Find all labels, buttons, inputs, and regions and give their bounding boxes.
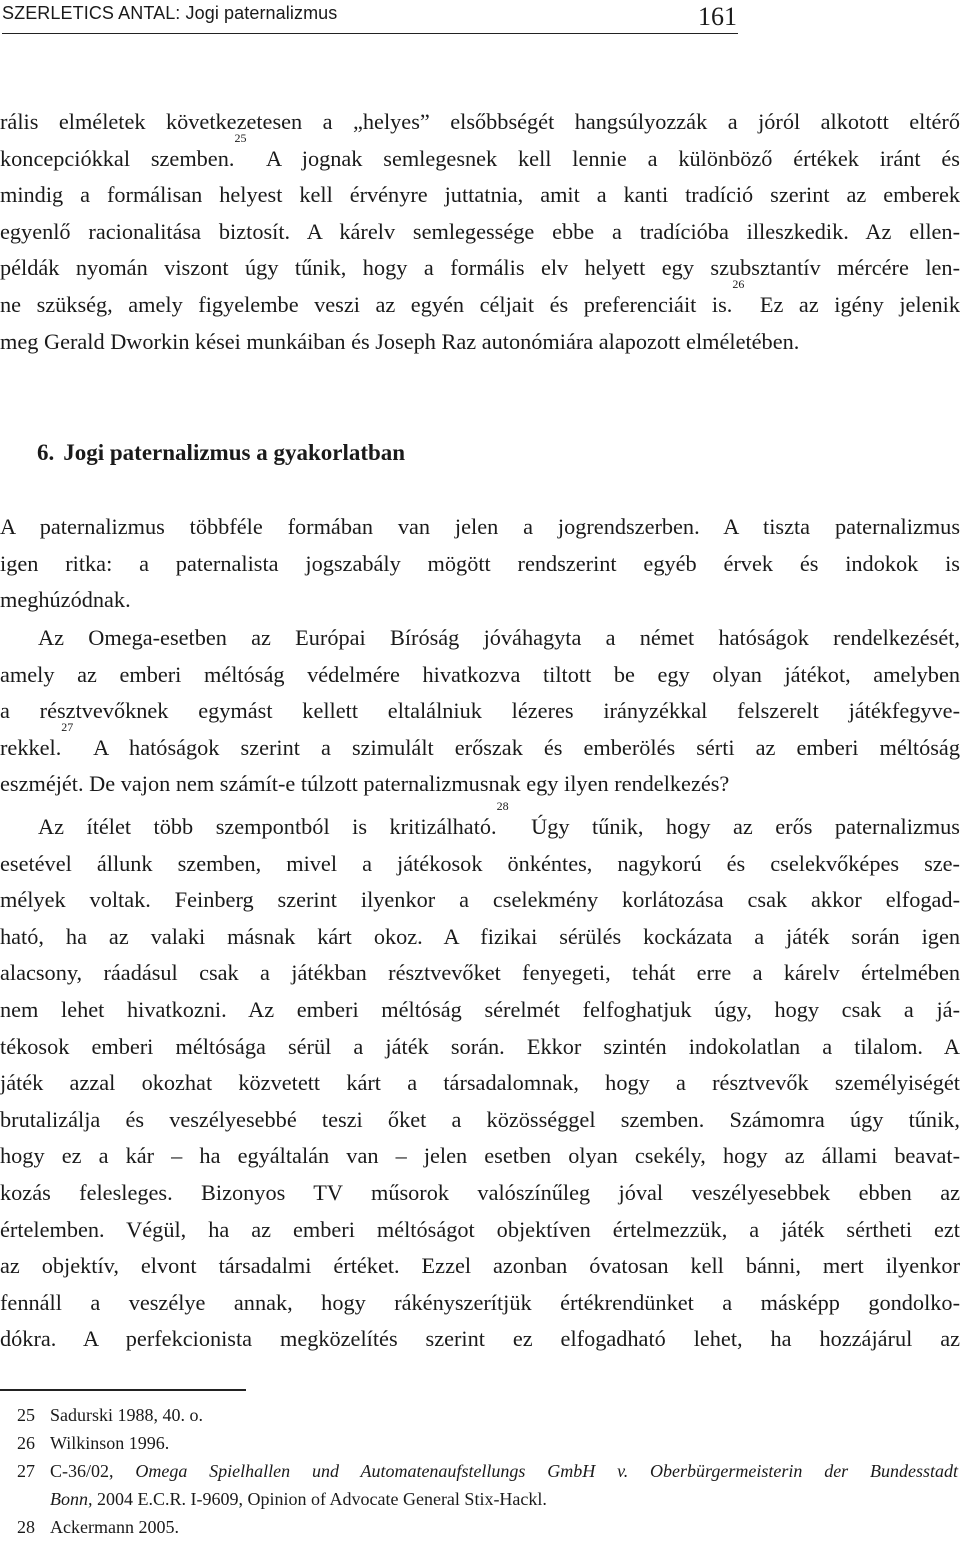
text-line: az objektív, elvont társadalmi értéket. Ezzel azonban óvatosan kell bánni, mert ilyenkor — [0, 1253, 960, 1279]
text-line: játék azzal okozhat közvetett kárt a társadalomnak, hogy a résztvevők személyiségét — [0, 1070, 960, 1096]
footnote-number: 25 — [17, 1405, 35, 1425]
text-line: példák nyomán viszont úgy tűnik, hogy a formális elv helyett egy szubsztantív mércére len- — [0, 255, 960, 281]
text-line: esetével állunk szemben, mivel a játékosok önkéntes, nagykorú és cselekvőképes sze- — [0, 850, 960, 876]
text-line: ható, ha az valaki másnak kárt okoz. A fizikai sérülés kockázata a játék során igen — [0, 923, 960, 949]
text-line: nem lehet hivatkozni. Az emberi méltóság sérelmét felfoghatjuk úgy, hogy csak a já- — [0, 996, 960, 1022]
footnote-number: 26 — [17, 1433, 35, 1453]
text-line: fennáll a veszélye annak, hogy rákényszerítjük értékrendünket a másképp gondolko- — [0, 1289, 960, 1315]
text-line: Az ítélet több szempontból is kritizálható.$^{28}$ Úgy tűnik, hogy az erős paternalizmus — [38, 799, 960, 839]
paragraph-1 — [0, 104, 960, 360]
footnote-26 — [0, 1429, 960, 1457]
footnote-ref: 25 — [234, 130, 247, 145]
text-line: dókra. A perfekcionista megközelítés szerint ez elfogadható lehet, ha hozzájárul az — [0, 1326, 960, 1352]
text-line: A paternalizmus többféle formában van jelen a jogrendszerben. A tiszta paternalizmus — [0, 514, 960, 539]
section-number: 6. — [37, 440, 55, 465]
text-line: eszméjét. De vajon nem számít-e túlzott paternalizmusnak egy ilyen rendelkezés? — [0, 771, 730, 797]
section-heading — [37, 440, 405, 466]
footnote-28 — [0, 1513, 960, 1541]
text-line: ne szükség, amely figyelembe veszi az egyén céljait és preferenciáit is.$^{26}$ Ez az igény jelenik — [0, 276, 960, 317]
text-line: kozás felesleges. Bizonyos TV műsorok valószínűleg jóval veszélyesebbek ebben az — [0, 1179, 960, 1205]
footnote-text: Ackermann 2005. — [50, 1517, 179, 1537]
footnote-text: C-36/02, Omega Spielhallen und Automatenaufstellungs GmbH v. Oberbürgermeisterin der Bundesstadt — [50, 1461, 959, 1481]
footnote-ref: 27 — [61, 719, 74, 734]
footnote-25 — [0, 1401, 960, 1429]
text-line: a résztvevőknek egymást kellett eltalálniuk lézeres irányzékkal felszerelt játékfegyve- — [0, 698, 960, 724]
footnote-ref: 26 — [732, 276, 745, 291]
text-line: amely az emberi méltóság védelmére hivatkozva tiltott be egy olyan játékot, amelyben — [0, 661, 960, 687]
footnote-text: Wilkinson 1996. — [50, 1433, 170, 1453]
footnote-27 — [0, 1457, 960, 1513]
text-line: egyenlő racionalitása biztosít. A kárelv semlegessége ebbe a tradícióba illeszkedik. Az ellen- — [0, 218, 960, 244]
text-line: rális elméletek következetesen a „helyes” elsőbbségét hangsúlyozzák a jóról alkotott eltérő — [0, 109, 960, 134]
text-line: alacsony, ráadásul csak a játékban résztvevőket fenyegeti, tehát erre a kárelv értelmében — [0, 960, 960, 986]
footnote-ref: 28 — [496, 799, 509, 813]
page-number: 161 — [698, 2, 737, 31]
text-line: meg Gerald Dworkin kései munkáiban és Joseph Raz autonómiára alapozott elméletében. — [0, 328, 800, 354]
section-title: Jogi paternalizmus a gyakorlatban — [63, 440, 406, 465]
text-line: értelemben. Végül, ha az emberi méltóságot objektíven értelmezzük, a játék sértheti ezt — [0, 1216, 960, 1242]
footnote-divider — [0, 1389, 246, 1391]
text-line: brutalizálja és veszélyesebbé teszi őket a közösséggel szemben. Számomra úgy tűnik, — [0, 1106, 960, 1132]
text-line: meghúzódnak. — [0, 587, 131, 613]
text-line: mindig a formálisan helyest kell érvényre juttatnia, amit a kanti tradíció szerint az emberek — [0, 182, 960, 208]
footnote-text-continued: Bonn, 2004 E.C.R. I-9609, Opinion of Advocate General Stix-Hackl. — [50, 1489, 547, 1509]
footnote-number: 27 — [17, 1461, 35, 1481]
footnote-number: 28 — [17, 1517, 35, 1537]
running-header — [2, 3, 738, 34]
paragraph-4 — [0, 799, 960, 1358]
text-line: Az Omega-esetben az Európai Bíróság jóváhagyta a német hatóságok rendelkezését, — [38, 625, 960, 650]
running-title: SZERLETICS ANTAL: Jogi paternalizmus — [2, 3, 338, 23]
text-line: tékosok emberi méltósága sérül a játék során. Ekkor szintén indokolatlan a tilalom. A — [0, 1033, 960, 1059]
text-line: hogy ez a kár – ha egyáltalán van – jelen esetben olyan csekély, hogy az állami beavat- — [0, 1143, 960, 1169]
paragraph-3 — [0, 620, 960, 803]
text-line: igen ritka: a paternalista jogszabály mögött rendszerint egyéb érvek és indokok is — [0, 550, 960, 576]
footnote-text: Sadurski 1988, 40. o. — [50, 1405, 203, 1425]
text-line: rekkel.$^{27}$ A hatóságok szerint a szimulált erőszak és emberölés sérti az emberi méltóság — [0, 719, 960, 760]
footnotes — [0, 1401, 960, 1541]
text-line: koncepciókkal szemben.$^{25}$ A jognak semlegesnek kell lennie a különböző értékek iránt és — [0, 130, 960, 171]
paragraph-2 — [0, 509, 960, 619]
text-line: mélyek voltak. Feinberg szerint ilyenkor a cselekmény korlátozása csak akkor elfogad- — [0, 887, 960, 913]
